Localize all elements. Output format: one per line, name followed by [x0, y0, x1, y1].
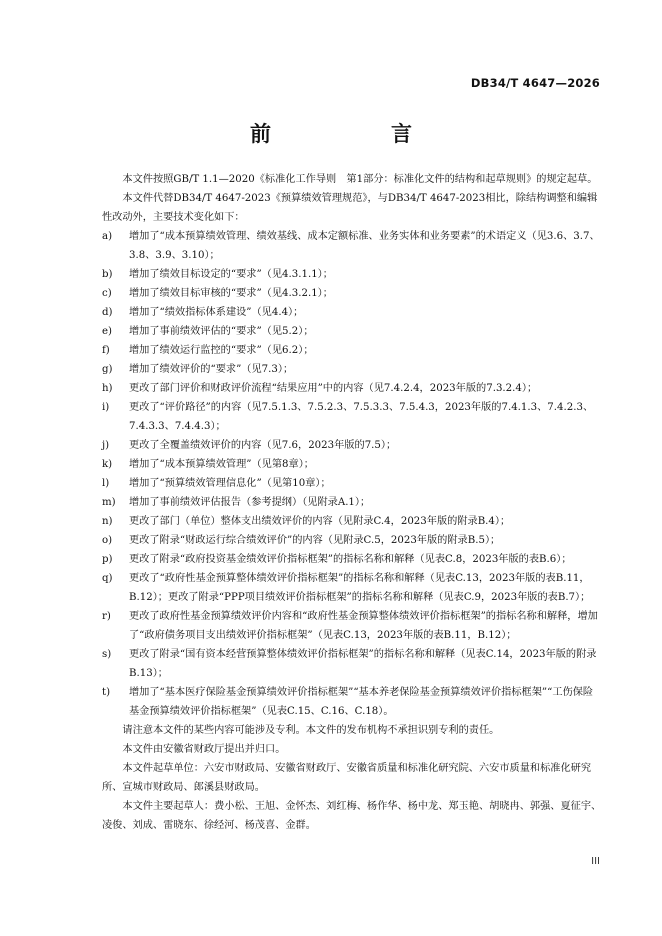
list-item: [102, 569, 603, 607]
list-item-marker: r): [102, 611, 111, 622]
list-item-marker: s): [102, 649, 112, 660]
list-item-marker: l): [102, 478, 110, 489]
list-item: [102, 322, 603, 341]
foreword-body: [102, 170, 603, 835]
list-item: [102, 227, 603, 265]
list-item-text: 更改了“政府性基金预算整体绩效评价指标框架”的指标名称和解释（见表C.13，2023年版的表B.11，B.12）；更改了附录“PPP项目绩效评价指标框架”的指标名称和解释（见表C.9，2023年版的表B.7）；: [129, 573, 591, 603]
intro-paragraph: 本文件代替DB34/T 4647-2023《预算绩效管理规范》，与DB34/T 4647-2023相比，除结构调整和编辑性改动外，主要技术变化如下：: [102, 193, 598, 223]
list-item-text: 增加了绩效目标设定的“要求”（见4.3.1.1）；: [129, 269, 333, 280]
list-item: [102, 379, 603, 398]
list-item-text: 更改了附录“政府投资基金绩效评价指标框架”的指标名称和解释（见表C.8，2023年版的表B.6）；: [129, 554, 572, 565]
list-item: [102, 512, 603, 531]
document-code: DB34/T 4647—2026: [470, 76, 600, 90]
list-item-marker: t): [102, 687, 111, 698]
list-item-text: 增加了“成本预算绩效管理”（见第8章）；: [129, 459, 314, 470]
drafters: 本文件主要起草人：费小松、王旭、金怀杰、刘红梅、杨作华、杨中龙、郑玉艳、胡晓冉、郭强、夏征宇、凌俊、刘成、雷晓东、徐经河、杨茂喜、金群。: [102, 801, 602, 831]
changes-list: [102, 227, 603, 721]
list-item-marker: d): [102, 307, 113, 318]
list-item-marker: j): [102, 440, 110, 451]
list-item: [102, 303, 603, 322]
list-item: [102, 550, 603, 569]
list-item: [102, 645, 603, 683]
list-item-marker: i): [102, 402, 110, 413]
list-item-text: 更改了附录“财政运行综合绩效评价”的内容（见附录C.5，2023年版的附录B.5）；: [129, 535, 501, 546]
list-item-marker: g): [102, 364, 113, 375]
list-item-text: 增加了事前绩效评估的“要求”（见5.2）；: [129, 326, 314, 337]
list-item-marker: f): [102, 345, 110, 356]
list-item-text: 更改了政府性基金预算绩效评价内容和“政府性基金预算整体绩效评价指标框架”的指标名称和解释，增加了“政府债务项目支出绩效评价指标框架”（见表C.13，2023年版的表B.11，B.12）；: [129, 611, 598, 641]
list-item-text: 增加了绩效目标审核的“要求”（见4.3.2.1）；: [129, 288, 333, 299]
list-item-text: 增加了“基本医疗保险基金预算绩效评价指标框架”“基本养老保险基金预算绩效评价指标框架”“工伤保险基金预算绩效评价指标框架”（见表C.15、C.16、C.18）。: [129, 687, 594, 717]
list-item: [102, 360, 603, 379]
list-item-text: 增加了“绩效指标体系建设”（见4.4）；: [129, 307, 304, 318]
list-item: [102, 531, 603, 550]
proposer-statement: 本文件由安徽省财政厅提出并归口。: [122, 744, 286, 755]
list-item-marker: a): [102, 231, 113, 242]
list-item-text: 更改了附录“国有资本经营预算整体绩效评价指标框架”的指标名称和解释（见表C.14，2023年版的附录B.13）；: [129, 649, 597, 679]
list-item: [102, 607, 603, 645]
list-item-marker: q): [102, 573, 113, 584]
list-item-marker: m): [102, 497, 116, 508]
list-item: [102, 455, 603, 474]
list-item: [102, 284, 603, 303]
list-item: [102, 493, 603, 512]
page-number: III: [591, 856, 600, 867]
list-item: [102, 474, 603, 493]
list-item-marker: h): [102, 383, 113, 394]
list-item-text: 增加了“预算绩效管理信息化”（见第10章）；: [129, 478, 331, 489]
list-item-text: 更改了“评价路径”的内容（见7.5.1.3、7.5.2.3、7.5.3.3、7.5.4.3，2023年版的7.4.1.3、7.4.2.3、7.4.3.3、7.4.4.3）；: [129, 402, 594, 432]
list-item: [102, 398, 603, 436]
list-item-marker: b): [102, 269, 113, 280]
list-item: [102, 683, 603, 721]
list-item-marker: e): [102, 326, 113, 337]
patent-notice: 请注意本文件的某些内容可能涉及专利。本文件的发布机构不承担识别专利的责任。: [122, 725, 500, 736]
list-item-marker: p): [102, 554, 113, 565]
list-item-marker: k): [102, 459, 113, 470]
list-item: [102, 436, 603, 455]
page-title: 前 言: [250, 122, 438, 146]
list-item-text: 更改了部门评价和财政评价流程“结果应用”中的内容（见7.4.2.4，2023年版的7.3.2.4）；: [129, 383, 538, 394]
list-item-text: 增加了绩效运行监控的“要求”（见6.2）；: [129, 345, 314, 356]
list-item-text: 更改了部门（单位）整体支出绩效评价的内容（见附录C.4，2023年版的附录B.4）；: [129, 516, 511, 527]
list-item-marker: n): [102, 516, 113, 527]
list-item-marker: o): [102, 535, 113, 546]
intro-paragraph: 本文件按照GB/T 1.1—2020《标准化工作导则 第1部分：标准化文件的结构和起草规则》的规定起草。: [122, 174, 598, 185]
list-item: [102, 265, 603, 284]
list-item-text: 增加了事前绩效评估报告（参考提纲）（见附录A.1）；: [129, 497, 371, 508]
list-item-text: 增加了“成本预算绩效管理、绩效基线、成本定额标准、业务实体和业务要素”的术语定义（见3.6、3.7、3.8、3.9、3.10）；: [129, 231, 600, 261]
list-item-text: 增加了绩效评价的“要求”（见7.3）；: [129, 364, 294, 375]
list-item: [102, 341, 603, 360]
list-item-text: 更改了全覆盖绩效评价的内容（见7.6，2023年版的7.5）；: [129, 440, 397, 451]
drafting-units: 本文件起草单位：六安市财政局、安徽省财政厅、安徽省质量和标准化研究院、六安市质量和标准化研究所、宣城市财政局、郎溪县财政局。: [102, 763, 592, 793]
list-item-marker: c): [102, 288, 112, 299]
